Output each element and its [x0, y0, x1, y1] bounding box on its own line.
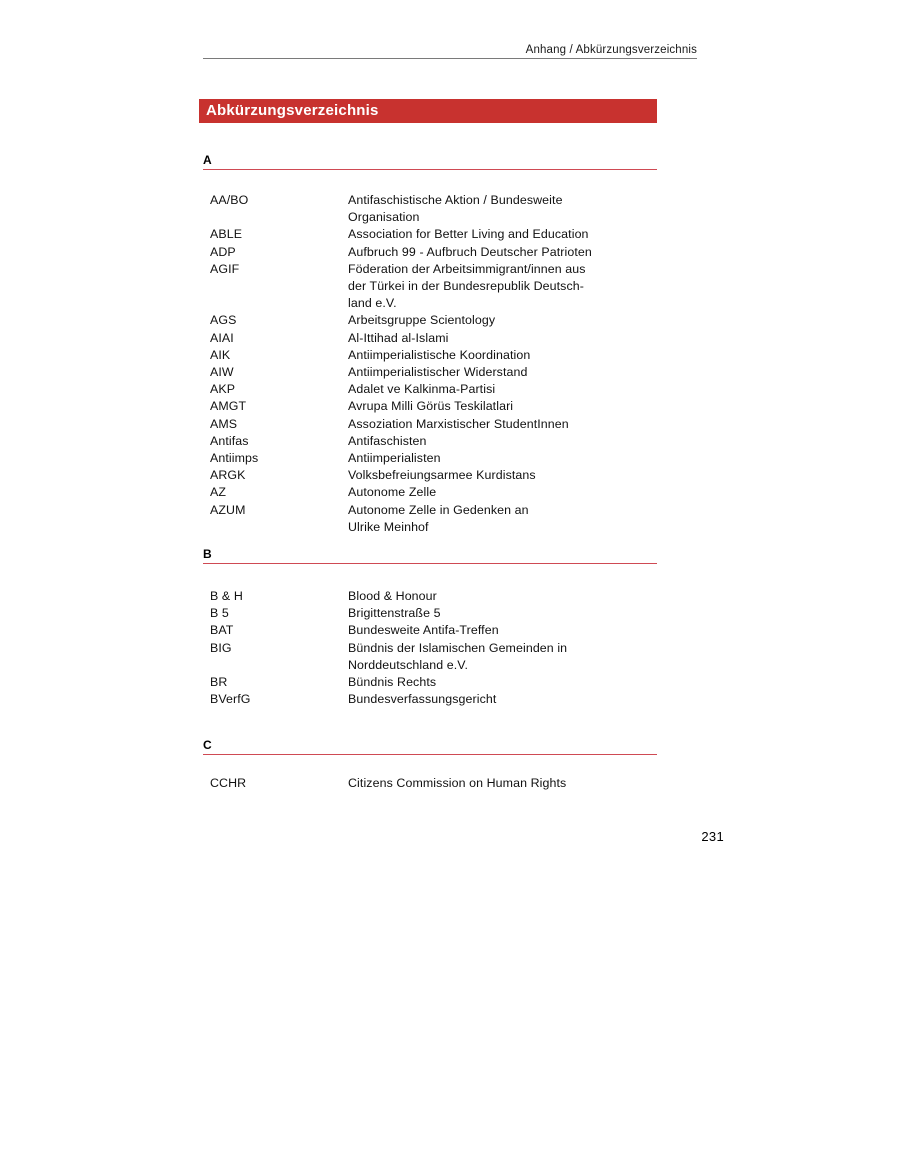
entry-abbreviation: AIAI — [210, 330, 234, 345]
entry-definition-line: Autonome Zelle in Gedenken an — [348, 502, 529, 517]
entry-definition-line: Organisation — [348, 210, 420, 225]
entry-abbreviation: ARGK — [210, 468, 246, 483]
glossary-entry — [203, 775, 693, 792]
glossary-entry — [203, 467, 693, 484]
entry-definition-line: Antifaschistische Aktion / Bundesweite — [348, 193, 563, 207]
entry-abbreviation: AIK — [210, 347, 231, 362]
entry-abbreviation: AZUM — [210, 502, 246, 517]
glossary-entry — [203, 261, 693, 313]
entry-list — [203, 192, 693, 536]
section-heading-letter: C — [203, 738, 657, 755]
glossary-entry — [203, 398, 693, 415]
entry-abbreviation: AMGT — [210, 399, 247, 414]
entry-definition-line: der Türkei in der Bundesrepublik Deutsch- — [348, 279, 584, 294]
entry-definition — [348, 312, 693, 329]
entry-definition — [348, 588, 693, 605]
entry-list — [203, 775, 693, 792]
entry-definition — [348, 244, 693, 261]
glossary-entry — [203, 502, 693, 536]
entry-definition — [348, 364, 693, 381]
entry-definition — [348, 484, 693, 501]
entry-definition-line: Bündnis Rechts — [348, 675, 437, 690]
running-header-text: Anhang / Abkürzungsverzeichnis — [525, 44, 697, 56]
entry-definition — [348, 416, 693, 433]
page-title-banner — [199, 99, 657, 123]
entry-abbreviation: AZ — [210, 485, 227, 500]
glossary-entry — [203, 433, 693, 450]
entry-abbreviation: BR — [210, 675, 228, 690]
entry-definition-line: Antiimperialistischer Widerstand — [348, 365, 528, 380]
entry-definition — [348, 467, 693, 484]
section-heading-letter: B — [203, 547, 657, 564]
entry-definition — [348, 674, 693, 691]
entry-definition-line: Autonome Zelle — [348, 485, 437, 500]
glossary-entry — [203, 330, 693, 347]
entry-abbreviation: B 5 — [210, 606, 229, 621]
entry-definition — [348, 226, 693, 243]
glossary-entry — [203, 674, 693, 691]
glossary-entry — [203, 691, 693, 708]
entry-definition-line: Antifaschisten — [348, 433, 427, 448]
entry-definition-line: Avrupa Milli Görüs Teskilatlari — [348, 399, 514, 414]
entry-abbreviation: AMS — [210, 416, 238, 431]
entry-definition-line: Bundesverfassungsgericht — [348, 692, 497, 707]
glossary-entry — [203, 347, 693, 364]
entry-definition-line: Arbeitsgruppe Scientology — [348, 313, 496, 328]
entry-definition — [348, 450, 693, 467]
glossary-section-b — [0, 547, 900, 708]
page-number: 231 — [701, 829, 724, 844]
entry-definition-line: Antiimperialisten — [348, 451, 441, 466]
entry-definition-line: Adalet ve Kalkinma-Partisi — [348, 382, 496, 397]
glossary-entry — [203, 450, 693, 467]
entry-list — [203, 588, 693, 708]
glossary-entry — [203, 622, 693, 639]
entry-definition-line: Volksbefreiungsarmee Kurdistans — [348, 468, 536, 483]
entry-definition-line: Association for Better Living and Education — [348, 227, 589, 242]
entry-definition — [348, 330, 693, 347]
entry-definition — [348, 192, 693, 226]
glossary-entry — [203, 364, 693, 381]
entry-definition — [348, 622, 693, 639]
entry-definition — [348, 691, 693, 708]
entry-definition — [348, 398, 693, 415]
entry-definition-line: Bundesweite Antifa-Treffen — [348, 623, 499, 638]
entry-definition — [348, 640, 693, 674]
page-title: Abkürzungsverzeichnis — [206, 102, 379, 119]
entry-definition — [348, 381, 693, 398]
entry-definition-line: Föderation der Arbeitsimmigrant/innen aus — [348, 261, 586, 276]
glossary-section-c — [0, 738, 900, 792]
glossary-entry — [203, 605, 693, 622]
glossary-entry — [203, 588, 693, 605]
entry-abbreviation: AA/BO — [210, 193, 249, 207]
entry-definition-line: Blood & Honour — [348, 589, 437, 603]
entry-abbreviation: BIG — [210, 640, 232, 655]
entry-abbreviation: Antiimps — [210, 451, 259, 466]
entry-definition — [348, 502, 693, 536]
entry-definition — [348, 433, 693, 450]
entry-definition-line: Al-Ittihad al-Islami — [348, 330, 449, 345]
entry-definition — [348, 347, 693, 364]
entry-definition-line: Ulrike Meinhof — [348, 519, 429, 534]
entry-abbreviation: AKP — [210, 382, 236, 397]
entry-abbreviation: Antifas — [210, 433, 249, 448]
entry-definition-line: Antiimperialistische Koordination — [348, 347, 531, 362]
entry-definition-line: Brigittenstraße 5 — [348, 606, 441, 621]
entry-definition-line: Norddeutschland e.V. — [348, 657, 469, 672]
running-header — [203, 40, 697, 59]
entry-definition-line: Bündnis der Islamischen Gemeinden in — [348, 640, 568, 655]
entry-abbreviation: B & H — [210, 589, 243, 603]
header-divider-rule — [203, 58, 697, 59]
glossary-entry — [203, 192, 693, 226]
section-heading-letter: A — [203, 153, 657, 170]
glossary-entry — [203, 244, 693, 261]
entry-abbreviation: BAT — [210, 623, 234, 638]
glossary-entry — [203, 312, 693, 329]
entry-definition — [348, 775, 693, 792]
entry-abbreviation: BVerfG — [210, 692, 251, 707]
entry-abbreviation: AIW — [210, 365, 234, 380]
entry-abbreviation: AGIF — [210, 261, 240, 276]
glossary-entry — [203, 226, 693, 243]
glossary-entry — [203, 381, 693, 398]
entry-definition — [348, 261, 693, 313]
entry-definition — [348, 605, 693, 622]
entry-definition-line: Assoziation Marxistischer StudentInnen — [348, 416, 569, 431]
entry-abbreviation: AGS — [210, 313, 237, 328]
entry-abbreviation: ADP — [210, 244, 236, 259]
entry-definition-line: land e.V. — [348, 296, 397, 311]
entry-definition-line: Aufbruch 99 - Aufbruch Deutscher Patrioten — [348, 244, 592, 259]
glossary-section-a — [0, 153, 900, 536]
page-number-folio — [560, 829, 724, 844]
glossary-entry — [203, 640, 693, 674]
glossary-entry — [203, 416, 693, 433]
entry-abbreviation: CCHR — [210, 776, 247, 790]
glossary-entry — [203, 484, 693, 501]
entry-abbreviation: ABLE — [210, 227, 243, 242]
entry-definition-line: Citizens Commission on Human Rights — [348, 776, 567, 790]
